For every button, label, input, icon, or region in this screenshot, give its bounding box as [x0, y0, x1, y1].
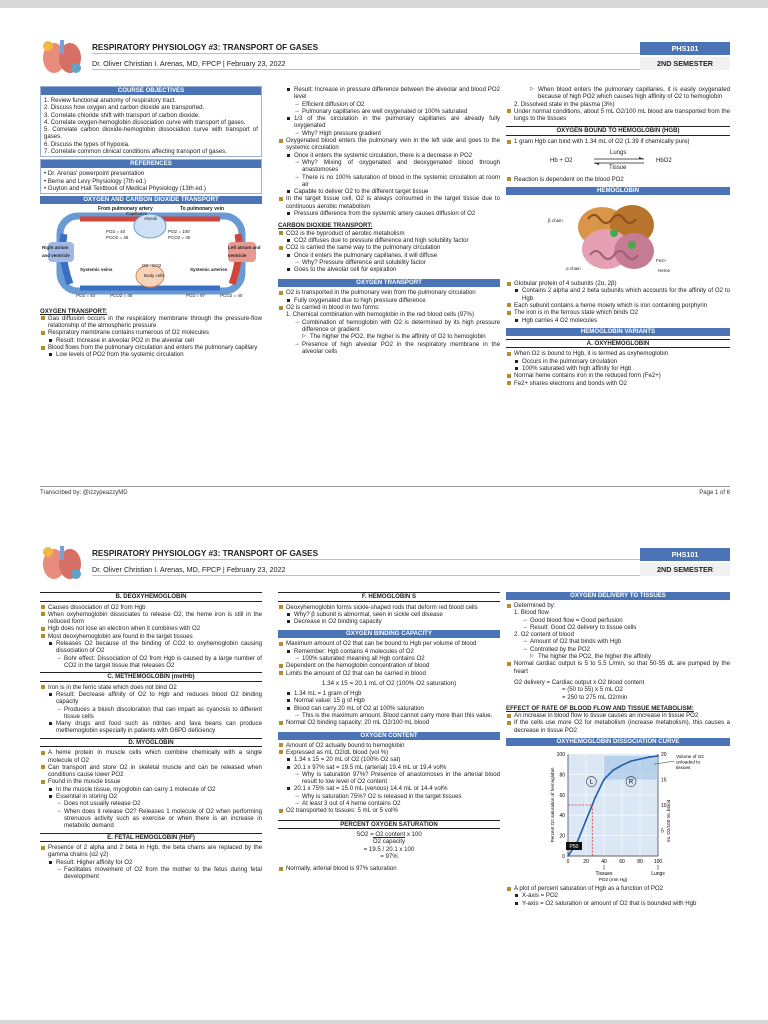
page-header	[40, 544, 730, 584]
bullet: Amount of O2 actually bound to hemoglobin	[278, 742, 500, 749]
bullet: An increase in blood flow to tissue causes an increase in tissue PO2	[506, 712, 730, 719]
bullet: If the cells use more O2 for metabolism (increase metabolism), this causes a decrease in tissue PO2	[506, 719, 730, 734]
bullet: Many drugs and food such as nitrites and fava beans can produce methemoglobin especially in patients with G6PD deficiency	[40, 720, 262, 735]
oxygen-transport-heading: OXYGEN TRANSPORT:	[40, 307, 108, 315]
bullet: Blood can carry 20 mL of O2 at 100% saturation	[278, 705, 500, 712]
hemoglobin-heading: HEMOGLOBIN	[506, 187, 730, 195]
label-pulm-vein: To pulmonary vein	[180, 206, 225, 213]
bullet: When oxyhemoglobin dissociates to release O2, the heme iron is still in the reduced form	[40, 611, 262, 626]
data-point	[630, 760, 632, 762]
bullet: CO2 diffuses due to pressure difference and high solubility factor	[278, 237, 500, 244]
bullet: Pressure difference from the systemic artery causes diffusion of O2	[278, 210, 500, 217]
dissociation-curve-figure	[506, 748, 730, 882]
binding-capacity-heading: OXYGEN BINDING CAPACITY	[278, 630, 500, 638]
bullet: Dependent on the hemoglobin concentration of blood	[278, 662, 500, 669]
bullet: Y-axis = O2 saturation or amount of O2 that is bounded with Hgb	[506, 900, 730, 907]
bullet: → Result: Good O2 delivery to tissue cells	[506, 624, 730, 631]
bullet: Limits the amount of O2 that can be carried in blood	[278, 670, 500, 677]
bullet: Presence of 2 alpha and 2 beta in Hgb, the beta chains are replaced by the gamma chains (α2 γ2)	[40, 844, 262, 859]
objective-item: 1. Review functional anatomy of respiratory tract.	[44, 97, 177, 104]
label-pulm-artery: From pulmonary artery	[98, 206, 153, 213]
bullet: Essential in storing O2	[40, 793, 262, 800]
bullet: Under normal conditions, about 5 mL O2/100 mL blood are transported from the lungs to the tissues	[506, 108, 730, 123]
bullet: → Combination of hemoglobin with O2 is determined by its high pressure difference or gradient	[278, 319, 500, 334]
y-tick-label: 60	[559, 792, 565, 799]
bullet: In the muscle tissue, myoglobin can carry 1 molecule of O2	[40, 786, 262, 793]
oxygen-content-heading: OXYGEN CONTENT	[278, 732, 500, 740]
numbered-item: 1. Blood flow	[514, 609, 549, 617]
bullet: X-axis = PO2	[506, 892, 730, 899]
bullet: Goes to the alveolar cell for expiration	[278, 266, 500, 273]
column-2	[278, 592, 500, 873]
bullet: Deoxyhemoglobin forms sickle-shaped rods that deform red blood cells	[278, 604, 500, 611]
bullet: ▷ The higher the PO2, the higher the affinity	[506, 653, 730, 660]
bullet: Why? β subunit is abnormal, seen in sickle cell disease	[278, 611, 500, 618]
bullet: Once it enters the pulmonary capillaries, it will diffuse	[278, 252, 500, 259]
bullet: Expressed as mL O2/dL blood (vol %)	[278, 749, 500, 756]
semester-badge: 2ND SEMESTER	[640, 57, 730, 70]
unload-region	[604, 756, 658, 779]
label-po2-40-top: PO2 = 40	[106, 229, 126, 235]
label-pco2-46: PCO2 = 46	[110, 293, 133, 299]
references-heading: REFERENCES	[41, 160, 261, 168]
bullet: Decrease in O2 binding capacity	[278, 618, 500, 625]
rxn-top: Lungs	[610, 149, 627, 156]
bullet: → Controlled by the PO2	[506, 646, 730, 653]
y2-tick-label: 10	[661, 803, 667, 810]
label-po2-97: PO2 = 97	[186, 293, 206, 299]
bullet: 100% saturated with high affinity for Hgb	[506, 365, 730, 372]
data-point	[639, 758, 641, 760]
bullet: 1.34 x 15 = 20 mL of O2 (100% O2 sat)	[278, 756, 500, 763]
page-2	[0, 514, 768, 1020]
rxn-right: HbO2	[656, 157, 672, 164]
doc-subtitle: Dr. Oliver Christian I. Arenas, MD, FPCP | February 23, 2022	[92, 565, 286, 574]
bullet: 20.1 x 97% sat = 19.5 mL (arterial) 19.4 mL or 19.4 vol%	[278, 764, 500, 771]
bullet: Oxygenated blood enters the pulmonary vein in the left side and goes to the systemic circulation	[278, 137, 500, 152]
column-1	[40, 86, 262, 359]
references-box	[40, 159, 262, 194]
myoglobin-heading: D. MYOGLOBIN	[40, 738, 262, 748]
lungs-logo-icon	[40, 544, 84, 582]
bullet: → There is no 100% saturation of blood in the systemic circulation at room air	[278, 174, 500, 189]
label-pco2-40b: PCO2 = 40	[220, 293, 243, 299]
bullet: O2 is carried in blood in two forms:	[278, 304, 500, 311]
eq-line: O2 delivery = Cardiac output x O2 blood content	[514, 678, 645, 686]
bullet: → Produces a bluish discoloration that can impart as cyanosis to different tissue cells	[40, 706, 262, 721]
gas-transport-figure	[40, 206, 262, 304]
rxn-left: Hb + O2	[550, 157, 573, 164]
hemoglobin-figure	[506, 197, 730, 277]
x-tick-label: 60	[619, 859, 625, 866]
y2-axis-title: mL O2/100 mL blood	[666, 799, 671, 843]
bullet: → Facilitates movement of O2 from the mother to the fetus during fetal development	[40, 866, 262, 881]
data-point	[621, 764, 623, 766]
bullet: A plot of percent saturation of Hgb as a function of PO2	[506, 885, 730, 892]
bullet: O2 is transported in the pulmonary vein from the pulmonary circulation	[278, 289, 500, 296]
x-tick-label: 0	[566, 859, 570, 866]
label-co2: CO2	[152, 263, 162, 269]
bullet: Hgb carries 4 O2 molecules	[506, 317, 730, 324]
bullet: Determined by:	[506, 602, 730, 609]
saturation-heading: PERCENT OXYGEN SATURATION	[278, 820, 500, 830]
column-3	[506, 86, 730, 387]
oxyhemoglobin-heading: A. OXYHEMOGLOBIN	[506, 339, 730, 349]
bullet: A heme protein in muscle cells which combine chemically with a single molecule of O2	[40, 749, 262, 764]
effect-heading: EFFECT OF RATE OF BLOOD FLOW AND TISSUE METABOLISM:	[506, 704, 694, 712]
bullet: Contains 2 alpha and 2 beta subunits which accounts for the affinity of O2 to Hgb	[506, 287, 730, 302]
bullet: Once it enters the systemic circulation, there is a decrease in PO2	[278, 152, 500, 159]
variants-heading: HEMOGLOBIN VARIANTS	[506, 328, 730, 336]
y-tick-label: 20	[559, 833, 565, 840]
bullet: Normal O2 binding capacity: 20 mL O2/100 mL blood	[278, 719, 500, 726]
transcriber-credit: Transcribed by: @izzypeazzyMD	[40, 490, 128, 496]
bullet: When O2 is bound to Hgb, it is termed as oxyhemoglobin	[506, 350, 730, 357]
bullet: The iron is in the ferrous state which binds O2	[506, 309, 730, 316]
doc-title: RESPIRATORY PHYSIOLOGY #3: TRANSPORT OF GASES	[92, 549, 319, 558]
bullet: → Pulmonary capillaries are well oxygenated or 100% saturated	[278, 108, 500, 115]
label-alveoli: Alveoli	[144, 216, 158, 222]
bullet: Normal cardiac output is 5 to 5.5 L/min, so that 50-55 dL are pumped by the heart	[506, 660, 730, 675]
numbered-item: 2. O2 content of blood	[514, 631, 574, 639]
bullet: Reaction is dependent on the blood PO2	[506, 176, 730, 183]
objectives-heading: COURSE OBJECTIVES	[41, 87, 261, 95]
column-2	[278, 86, 500, 355]
header-rule-2	[92, 69, 676, 70]
x-tick-label: 100	[653, 859, 663, 866]
column-3	[506, 592, 730, 907]
page-header	[40, 38, 730, 78]
right-shift-label: R	[628, 779, 634, 786]
bullet: Low levels of PO2 from the systemic circulation	[40, 351, 262, 358]
page-number: Page 1 of 6	[699, 490, 730, 496]
bullet: Result: Higher affinity for O2	[40, 859, 262, 866]
bullet: 1 gram Hgb can bind with 1.34 mL of O2 (1.39 if chemically pure)	[506, 138, 730, 145]
bullet: Capable to deliver O2 to the different target tissue	[278, 188, 500, 195]
objective-item: 3. Correlate chloride shift with transport of carbon dioxide.	[44, 111, 200, 119]
course-badge: PHS101	[640, 42, 730, 55]
bullet: Fe2+ shares electrons and bonds with O2	[506, 380, 730, 387]
y2-tick-label: 5	[661, 828, 664, 835]
label-po2-40: PO2 = 40	[76, 293, 96, 299]
transport-figure-heading: OXYGEN AND CARBON DIOXIDE TRANSPORT	[40, 196, 262, 204]
label-pco2-46-top: PCO2 = 46	[106, 235, 129, 241]
x-tick-label: 20	[583, 859, 589, 866]
bullet: → This is the maximum amount. Blood cannot carry more than this value.	[278, 712, 500, 719]
bullet: Normally, arterial blood is 97% saturation	[278, 865, 500, 872]
bullet: 1.34 mL = 1 gram of Hgb	[278, 690, 500, 697]
eq-line: = 250 to 275 mL O2/min	[562, 693, 628, 701]
bullet: → Why? Pressure difference and solubility factor	[278, 259, 500, 266]
delivery-equation	[514, 679, 730, 701]
bullet: Globular protein of 4 subunits (2α, 2β)	[506, 280, 730, 287]
label-body-cells: Body cells	[144, 273, 165, 279]
label-alpha-chain: α chain	[566, 266, 581, 272]
y-tick-label: 80	[559, 772, 565, 779]
label-capillaries: Capillaries	[126, 211, 148, 217]
bullet: Most deoxyhemoglobin are found in the target tissues	[40, 633, 262, 640]
column-1	[40, 592, 262, 881]
y2-tick-label: 15	[661, 777, 667, 784]
co2-transport-heading: CARBON DIOXIDE TRANSPORT:	[278, 222, 373, 230]
bullet: Gas diffusion occurs in the respiratory membrane through the pressure-flow relationship of the atmospheric pressure	[40, 315, 262, 330]
data-point	[567, 855, 569, 857]
label-pco2-40: PCO2 = 40	[168, 235, 191, 241]
objective-item: 2. Discuss how oxygen and carbon dioxide are transported.	[44, 104, 205, 112]
objective-item: 5. Correlate carbon dioxide-hemoglobin dissociation curve with transport of gases.	[44, 126, 258, 141]
footer-rule	[40, 486, 730, 487]
sat-eq-line: SO2 = O2 content x 100	[356, 831, 422, 839]
bullet: Result: Increase in alveolar PO2 in the alveolar cell	[40, 337, 262, 344]
bullet: → Efficient diffusion of O2	[278, 101, 500, 108]
tissues-label: Tissues	[595, 871, 613, 878]
bullet: → Why is saturation 75%? O2 is released in the target tissues	[278, 793, 500, 800]
curve-heading: OXYHEMOGLOBIN DISSOCIATION CURVE	[506, 738, 730, 746]
bullet: Can transport and store O2 in skeletal muscle and can be released when conditions cause lower PO2	[40, 764, 262, 779]
label-beta-chain: β chain	[548, 218, 563, 224]
label-heme: Heme	[658, 268, 671, 274]
y-tick-label: 40	[559, 813, 565, 820]
bullet: Causes dissociation of O2 from Hgb	[40, 604, 262, 611]
bullet: → 100% saturated meaning all Hgb contains O2	[278, 655, 500, 662]
data-point	[657, 755, 659, 757]
objective-item: 6. Discuss the types of hypoxia.	[44, 140, 130, 148]
y-tick-label: 100	[556, 752, 565, 759]
bullet: CO2 is carried the same way to the pulmonary circulation	[278, 244, 500, 251]
bullet: → Bohr effect: Dissociation of O2 from Hgb is caused by a large number of CO2 in the target tissue that releases O2	[40, 655, 262, 670]
capacity-equation: 1.34 x 15 = 20.1 mL of O2 (100% O2 saturation)	[321, 679, 457, 687]
x-tick-label: 40	[601, 859, 607, 866]
course-badge: PHS101	[640, 548, 730, 561]
semester-badge: 2ND SEMESTER	[640, 563, 730, 576]
bullet: Iron is in the ferric state which does not bind O2	[40, 684, 262, 691]
objectives-box	[40, 86, 262, 157]
methemoglobin-heading: C. METHEMOGLOBIN (metHb)	[40, 672, 262, 682]
header-rule	[92, 53, 676, 54]
label-right-heart: Right atrium and ventricle	[42, 245, 70, 258]
bullet: CO2 is the byproduct of aerobic metabolism	[278, 230, 500, 237]
numbered-item: 2. Dissolved state in the plasma (3%)	[514, 100, 615, 108]
bullet: → At least 3 out of 4 heme contains O2	[278, 800, 500, 807]
bullet: Blood flows from the pulmonary circulation and enters the pulmonary capillary	[40, 344, 262, 351]
hbs-heading: F. HEMOGLOBIN S	[278, 592, 500, 602]
label-o2: O2	[142, 263, 149, 269]
bullet: ▷ The higher the PO2, the higher is the affinity of O2 to hemoglobin	[278, 333, 500, 340]
bullet: Normal value: 15 g of Hgb	[278, 697, 500, 704]
x-tick-label: 80	[637, 859, 643, 866]
fetal-hb-heading: E. FETAL HEMOGLOBIN (HbF)	[40, 833, 262, 843]
bullet: → Why is saturation 97%? Presence of anastomoses in the arterial blood result to low level of O2 content	[278, 771, 500, 786]
hgb-reaction	[506, 148, 730, 174]
bullet: Releases O2 because of the binding of CO2 to oxyhemoglobin causing dissociation of O2	[40, 640, 262, 655]
sat-eq-line: O2 capacity	[372, 838, 406, 846]
eq-line: = (50 to 55) x 5 mL O2	[562, 686, 623, 694]
y2-tick-label: 20	[661, 752, 667, 759]
deoxy-heading: B. DEOXYHEMOGLOBIN	[40, 592, 262, 602]
numbered-item: 1. Chemical combination with hemoglobin in the red blood cells (97%)	[286, 311, 474, 319]
oxygen-transport-section: OXYGEN TRANSPORT	[278, 279, 500, 287]
bullet: Normal heme contains iron in the reduced form (Fe2+)	[506, 372, 730, 379]
bullet: Result: Decrease affinity of O2 to Hgb and reduces blood O2 binding capacity	[40, 691, 262, 706]
bullet: → Good blood flow = Good perfusion	[506, 617, 730, 624]
bullet: Found in the muscle tissue	[40, 778, 262, 785]
bullet: Result: Increase in pressure difference between the alveolar and blood PO2 level	[278, 86, 500, 101]
header-rule	[92, 559, 676, 560]
bullet: 20.1 x 75% sat = 15.0 mL (venous) 14.4 mL or 14.4 vol%	[278, 785, 500, 792]
y-tick-label: 0	[562, 854, 565, 861]
label-sys-arteries: Systemic arteries	[190, 267, 228, 273]
objective-item: 4. Correlate oxygen-hemoglobin dissociation curve with transport of gases.	[44, 118, 246, 126]
delivery-heading: OXYGEN DELIVERY TO TISSUES	[506, 592, 730, 600]
bullet: In the target tissue cell, O2 is always consumed in the target tissue due to continuous aerobic metabolism	[278, 195, 500, 210]
data-point	[612, 769, 614, 771]
bullet: Maximum amount of O2 that can be bound to Hgb per volume of blood	[278, 640, 500, 647]
left-shift-label: L	[589, 779, 594, 786]
bullet: Respiratory membrane contains numerous of O2 molecules	[40, 329, 262, 336]
label-sys-veins: Systemic veins	[80, 267, 113, 273]
bullet: → Presence of high alveolar PO2 in the respiratory membrane in the alveolar cells	[278, 341, 500, 356]
label-left-heart: Left atrium and ventricle	[228, 245, 261, 258]
bullet: Hgb does not lose an electron when it combines with O2	[40, 625, 262, 632]
label-po2-100: PO2 = 100	[168, 229, 190, 235]
data-point	[603, 779, 605, 781]
rxn-bottom: Tissue	[609, 164, 627, 171]
hgb-bound-heading: OXYGEN BOUND TO HEMOGLOBIN (HGB)	[506, 126, 730, 136]
bullet: Remember: Hgb contains 4 molecules of O2	[278, 648, 500, 655]
bullet: → Why? High pressure gradient	[278, 130, 500, 137]
volume-unloaded-label: Volume of O2 unloaded to tissues	[676, 754, 704, 771]
page-1	[0, 8, 768, 514]
data-point	[648, 756, 650, 758]
bullet: → When does it release O2? Releases 1 molecule of O2 when performing strenuous activity such as exercise or when there is an increase in metabolic demand	[40, 808, 262, 830]
bullet: ▷ When blood enters the pulmonary capillaries, it is easily oxygenated because of high PO2 which causes high affinity of O2 to hemoglobin	[506, 86, 730, 101]
bullet: → Why? Mixing of oxygenated and deoxygenated blood through anastomoses	[278, 159, 500, 174]
lungs-label: Lungs	[651, 871, 665, 878]
data-point	[594, 797, 596, 799]
bullet: Occurs in the pulmonary circulation	[506, 358, 730, 365]
data-point	[585, 819, 587, 821]
header-rule-2	[92, 575, 676, 576]
p50-label: P50	[569, 844, 579, 851]
lungs-logo-icon	[40, 38, 84, 76]
hemoglobin-structure-image	[506, 197, 730, 277]
bullet: Each subunit contains a heme moiety which is iron containing porphyrin	[506, 302, 730, 309]
objective-item: 7. Correlate common clinical conditions affecting transport of gases.	[44, 148, 227, 156]
doc-subtitle: Dr. Oliver Christian I. Arenas, MD, FPCP | February 23, 2022	[92, 59, 286, 68]
reversible-arrow-icon	[594, 157, 646, 165]
reference-item: • Berne and Levy Physiology (7th ed.)	[44, 177, 147, 185]
bullet: → Amount of O2 that binds with Hgb	[506, 638, 730, 645]
reference-item: • Dr. Arenas' powerpoint presentation	[44, 170, 145, 178]
y-axis-title: Percent O2 saturation of hemoglobin	[550, 767, 555, 843]
bullet: 1/3 of the circulation in the pulmonary capillaries are already fully oxygenated	[278, 115, 500, 130]
x-axis-title: PO2 (mm Hg)	[598, 877, 628, 883]
label-fe: Fe2+	[656, 258, 667, 264]
bullet: O2 transported to tissues: 5 mL or 5 vol%	[278, 807, 500, 814]
dissociation-curve-chart	[506, 748, 730, 882]
sat-eq-line: = 97%	[380, 853, 398, 861]
bullet: Fully oxygenated due to high pressure difference	[278, 297, 500, 304]
sat-eq-line: = 19.5 / 20.1 x 100	[363, 845, 415, 853]
reference-item: • Guyton and Hall Textbook of Medical Physiology (13th ed.)	[44, 184, 206, 192]
doc-title: RESPIRATORY PHYSIOLOGY #3: TRANSPORT OF GASES	[92, 43, 319, 52]
bullet: → Does not usually release O2	[40, 800, 262, 807]
